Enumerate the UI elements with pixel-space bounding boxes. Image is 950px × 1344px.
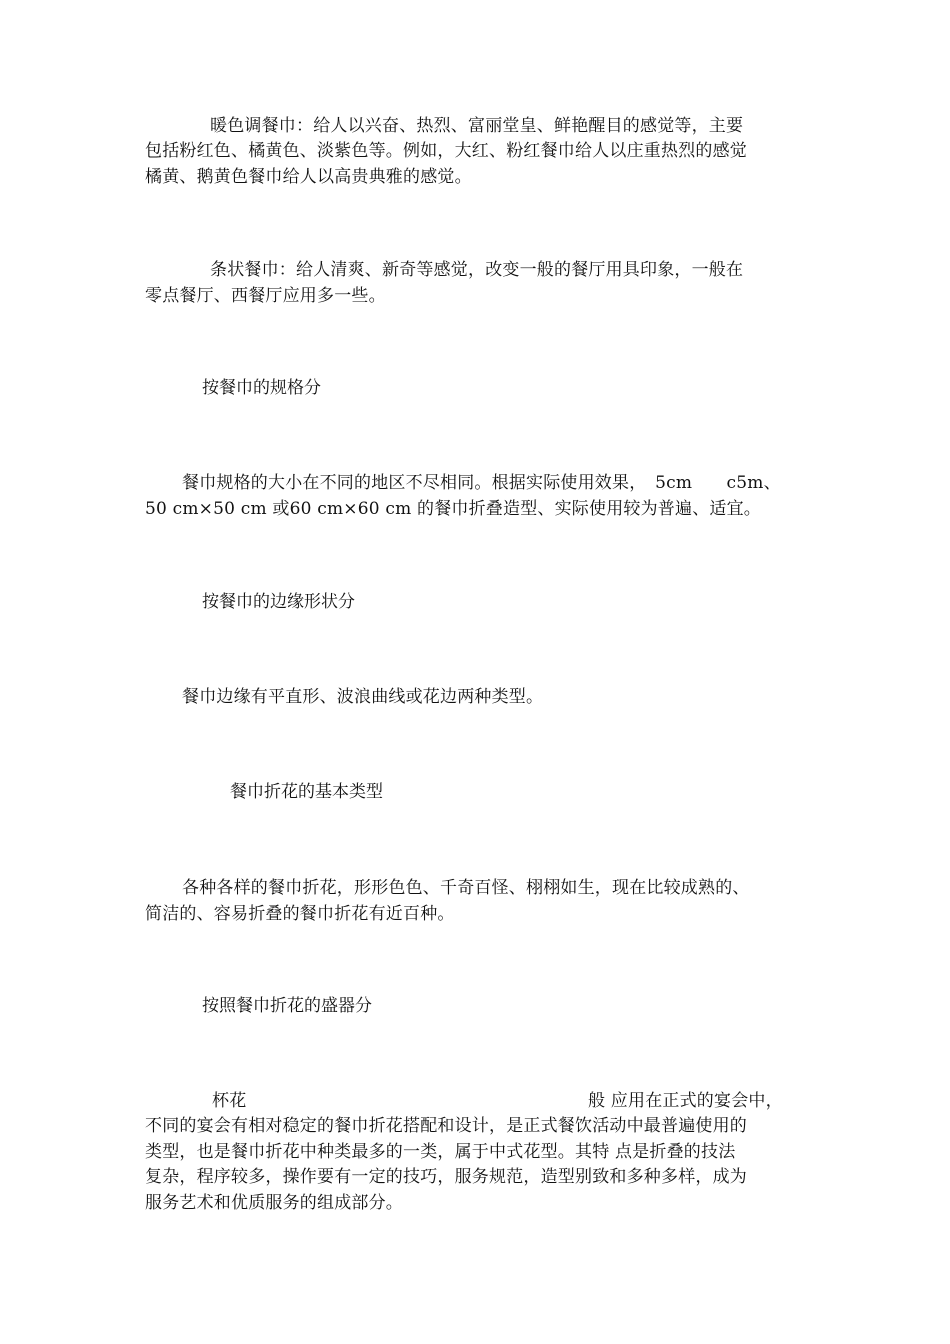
heading-basic-types: 餐巾折花的基本类型 [230, 782, 383, 802]
paragraph-edge-line-1: 餐巾边缘有平直形、波浪曲线或花边两种类型。 [182, 687, 544, 707]
paragraph-cup-flower-term: 杯花 [212, 1091, 247, 1111]
heading-by-edge-shape: 按餐巾的边缘形状分 [202, 592, 355, 612]
paragraph-striped-line-1: 条状餐巾：给人清爽、新奇等感觉，改变一般的餐厅用具印象，一般在 [210, 260, 744, 280]
paragraph-cup-flower-line-3: 类型，也是餐巾折花中种类最多的一类，属于中式花型。其特 点是折叠的技法 [145, 1142, 736, 1162]
paragraph-warm-color-line-3: 橘黄、鹅黄色餐巾给人以高贵典雅的感觉。 [145, 167, 472, 187]
paragraph-types-line-2: 简洁的、容易折叠的餐巾折花有近百种。 [145, 904, 455, 924]
paragraph-warm-color-line-1: 暖色调餐巾：给人以兴奋、热烈、富丽堂皇、鲜艳醒目的感觉等，主要 [210, 116, 744, 136]
paragraph-types-line-1: 各种各样的餐巾折花，形形色色、千奇百怪、栩栩如生，现在比较成熟的、 [182, 878, 750, 898]
paragraph-cup-flower-line-1: 般 应用在正式的宴会中， [588, 1091, 783, 1111]
heading-by-container: 按照餐巾折花的盛器分 [202, 996, 372, 1016]
heading-by-size: 按餐巾的规格分 [202, 378, 321, 398]
paragraph-cup-flower-line-2: 不同的宴会有相对稳定的餐巾折花搭配和设计，是正式餐饮活动中最普遍使用的 [145, 1116, 747, 1136]
paragraph-striped-line-2: 零点餐厅、西餐厅应用多一些。 [145, 286, 386, 306]
paragraph-cup-flower-line-4: 复杂，程序较多，操作要有一定的技巧，服务规范，造型别致和多种多样，成为 [145, 1167, 747, 1187]
paragraph-size-line-2: 50 cm×50 cm 或60 cm×60 cm 的餐巾折叠造型、实际使用较为普遍、适宜。 [145, 499, 762, 519]
paragraph-warm-color-line-2: 包括粉红色、橘黄色、淡紫色等。例如，大红、粉红餐巾给人以庄重热烈的感觉 [145, 141, 747, 161]
paragraph-cup-flower-line-5: 服务艺术和优质服务的组成部分。 [145, 1193, 403, 1213]
paragraph-size-line-1: 餐巾规格的大小在不同的地区不尽相同。根据实际使用效果， 5cm c5m、 [182, 473, 781, 493]
